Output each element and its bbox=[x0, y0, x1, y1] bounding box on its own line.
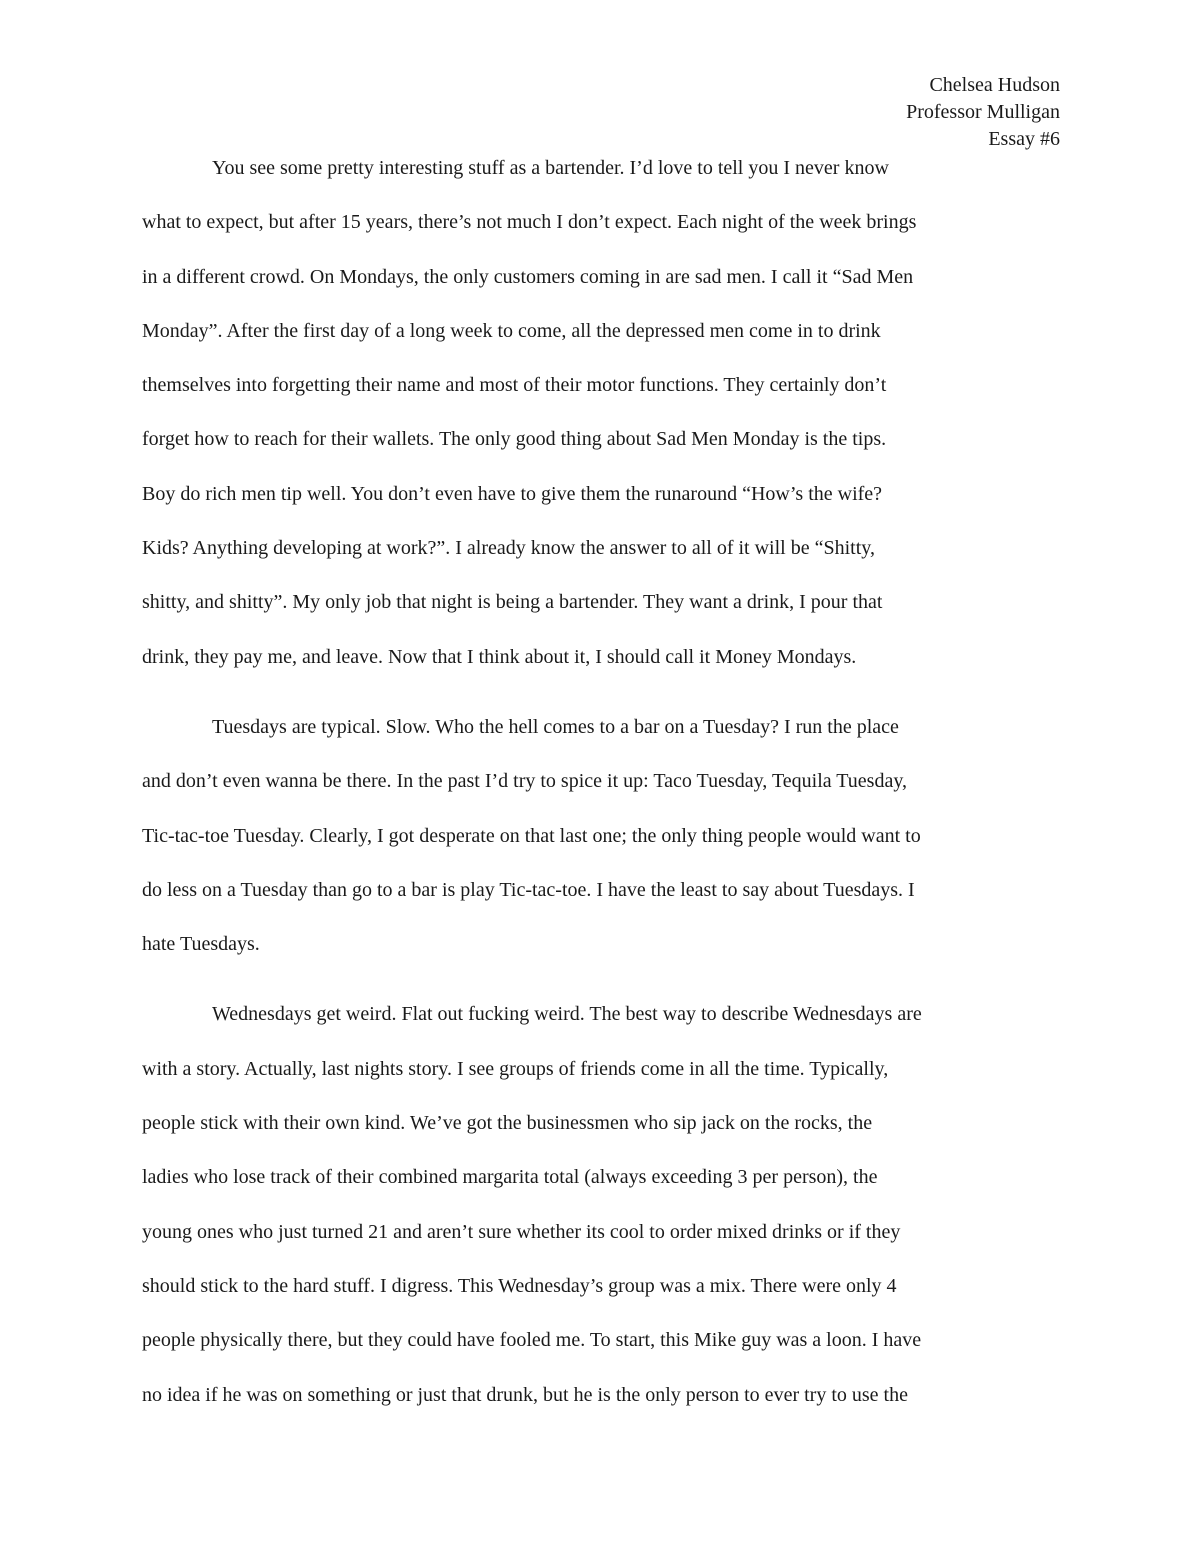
paragraph-line: forget how to reach for their wallets. The only good thing about Sad Men Monday is the tips. bbox=[142, 428, 887, 451]
paragraph-line: do less on a Tuesday than go to a bar is play Tic-tac-toe. I have the least to say about Tuesdays. I bbox=[142, 878, 915, 901]
paragraph-line: Tuesdays are typical. Slow. Who the hell comes to a bar on a Tuesday? I run the place bbox=[212, 715, 899, 738]
paragraph-line: Tic-tac-toe Tuesday. Clearly, I got desperate on that last one; the only thing people would want to bbox=[142, 824, 921, 847]
paragraph-line: shitty, and shitty”. My only job that night is being a bartender. They want a drink, I pour that bbox=[142, 591, 883, 614]
paragraph-line: Kids? Anything developing at work?”. I already know the answer to all of it will be “Shitty, bbox=[142, 537, 875, 560]
paragraph-line: in a different crowd. On Mondays, the only customers coming in are sad men. I call it “Sad Men bbox=[142, 265, 914, 288]
paragraph-line: Boy do rich men tip well. You don’t even have to give them the runaround “How’s the wife? bbox=[142, 482, 883, 505]
paragraph-line: with a story. Actually, last nights story. I see groups of friends come in all the time. Typically, bbox=[142, 1057, 889, 1080]
paragraph-line: people stick with their own kind. We’ve got the businessmen who sip jack on the rocks, the bbox=[142, 1112, 873, 1135]
paragraph-line: people physically there, but they could have fooled me. To start, this Mike guy was a loon. I have bbox=[142, 1329, 922, 1352]
essay-paragraph bbox=[142, 999, 1060, 1433]
paragraph-line: Wednesdays get weird. Flat out fucking weird. The best way to describe Wednesdays are bbox=[212, 1003, 922, 1026]
paragraph-line: and don’t even wanna be there. In the past I’d try to spice it up: Taco Tuesday, Tequila Tuesday, bbox=[142, 770, 908, 793]
paragraph-line: hate Tuesdays. bbox=[142, 933, 260, 956]
paragraph-line: You see some pretty interesting stuff as a bartender. I’d love to tell you I never know bbox=[212, 157, 889, 179]
paragraph-line: no idea if he was on something or just that drunk, but he is the only person to ever try to use the bbox=[142, 1383, 908, 1406]
paragraph-line: themselves into forgetting their name and most of their motor functions. They certainly don’t bbox=[142, 374, 887, 397]
paragraph-line: drink, they pay me, and leave. Now that I think about it, I should call it Money Mondays. bbox=[142, 645, 857, 668]
document-header bbox=[906, 72, 1060, 153]
essay-body bbox=[142, 153, 1060, 1434]
paragraph-line: Monday”. After the first day of a long week to come, all the depressed men come in to drink bbox=[142, 319, 881, 342]
essay-paragraph bbox=[142, 153, 1060, 696]
paragraph-line: young ones who just turned 21 and aren’t sure whether its cool to order mixed drinks or if they bbox=[142, 1220, 901, 1243]
paragraph-line: ladies who lose track of their combined margarita total (always exceeding 3 per person), the bbox=[142, 1166, 878, 1189]
paragraph-line: should stick to the hard stuff. I digress. This Wednesday’s group was a mix. There were only 4 bbox=[142, 1274, 897, 1297]
essay-paragraph bbox=[142, 712, 1060, 983]
professor-name: Professor Mulligan bbox=[906, 101, 1060, 123]
author-name: Chelsea Hudson bbox=[929, 74, 1060, 96]
essay-number: Essay #6 bbox=[988, 128, 1060, 150]
paragraph-line: what to expect, but after 15 years, there’s not much I don’t expect. Each night of the week brings bbox=[142, 211, 917, 234]
